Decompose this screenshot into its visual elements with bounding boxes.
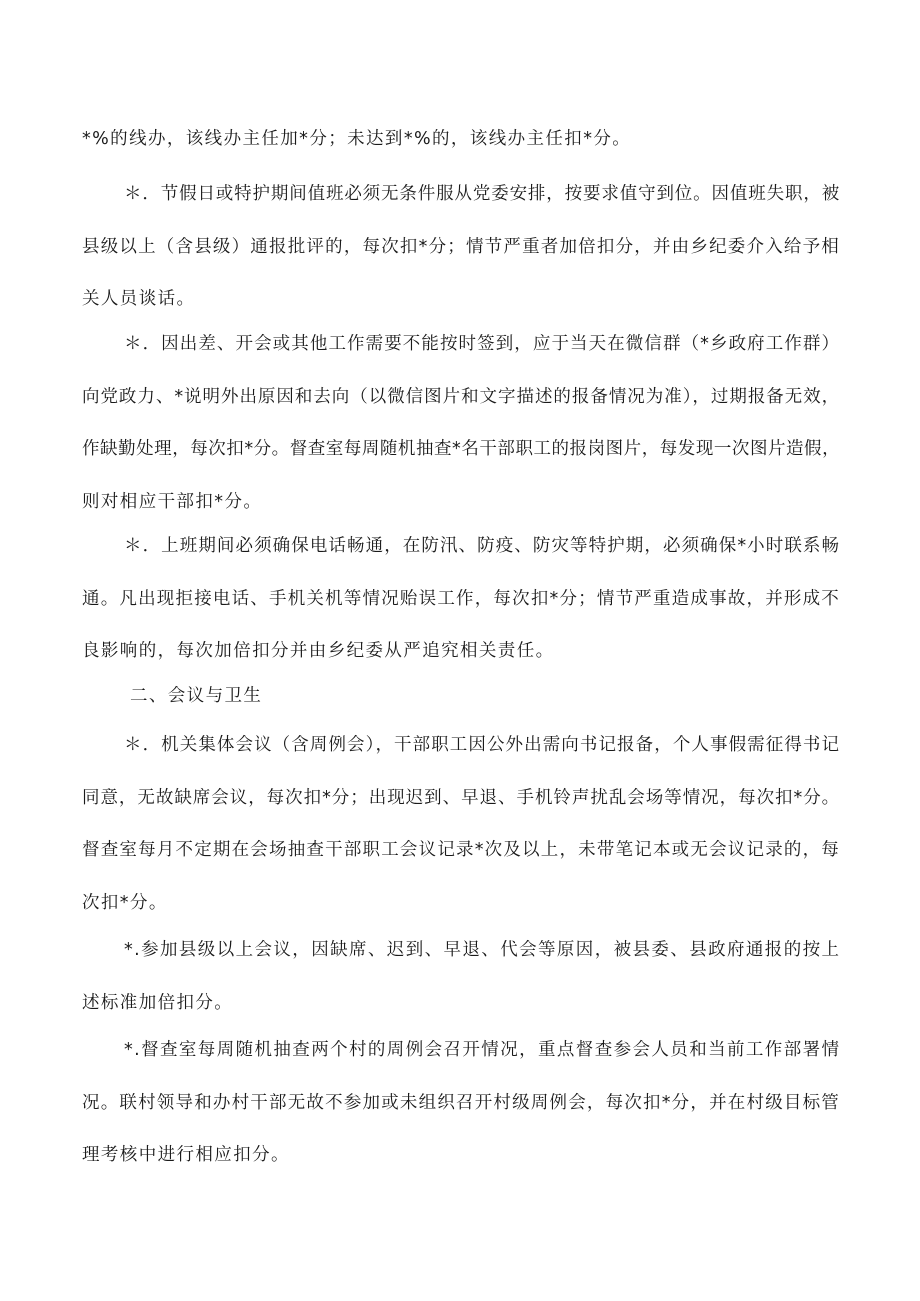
paragraph-county-meetings — [82, 924, 840, 1029]
text-line: 向党政力、*说明外出原因和去向（以微信图片和文字描述的报备情况为准），过期报备无效， — [82, 386, 840, 407]
text-line: 同意，无故缺席会议，每次扣*分；出现迟到、早退、手机铃声扰乱会场等情况，每次扣*分。 — [82, 787, 840, 808]
text-line: 作缺勤处理，每次扣*分。督查室每周随机抽查*名干部职工的报岗图片，每发现一次图片造假， — [82, 439, 840, 459]
text-line: 理考核中进行相应扣分。 — [82, 1145, 290, 1165]
text-line: 则对相应干部扣*分。 — [82, 491, 263, 512]
text-line: 良影响的，每次加倍扣分并由乡纪委从严追究相关责任。 — [82, 641, 555, 661]
text-line: ＊．机关集体会议（含周例会），干部职工因公外出需向书记报备，个人事假需征得书记 — [124, 735, 840, 755]
text-line: *.督查室每周随机抽查两个村的周例会召开情况，重点督查参会人员和当前工作部署情 — [124, 1040, 840, 1060]
paragraph-phone-availability — [82, 520, 840, 678]
text-line: 关人员谈话。 — [82, 289, 196, 309]
paragraph-holiday-duty — [82, 168, 840, 326]
text-line: 督查室每月不定期在会场抽查干部职工会议记录*次及以上，未带笔记本或无会议记录的，每 — [82, 840, 840, 860]
text-line: *%的线办，该线办主任加*分；未达到*%的，该线办主任扣*分。 — [82, 129, 632, 149]
text-line: 通。凡出现拒接电话、手机关机等情况贻误工作，每次扣*分；情节严重造成事故，并形成不 — [82, 588, 840, 609]
section-heading: 二、会议与卫生 — [130, 686, 263, 706]
text-line: ＊．上班期间必须确保电话畅通，在防汛、防疫、防灾等特护期，必须确保*小时联系畅 — [124, 536, 840, 556]
text-line: 述标准加倍扣分。 — [82, 992, 234, 1013]
paragraph-meeting-attendance — [82, 719, 840, 929]
text-line: 况。联村领导和办村干部无故不参加或未组织召开村级周例会，每次扣*分，并在村级目标管 — [82, 1092, 840, 1113]
text-line: ＊．节假日或特护期间值班必须无条件服从党委安排，按要求值守到位。因值班失职，被 — [124, 184, 840, 204]
paragraph-village-weekly-meeting — [82, 1024, 840, 1182]
paragraph-line-office-score — [82, 113, 840, 166]
paragraph-check-in-report — [82, 318, 840, 528]
text-line: 县级以上（含县级）通报批评的，每次扣*分；情节严重者加倍扣分，并由乡纪委介入给予相 — [82, 236, 840, 257]
text-line: *.参加县级以上会议，因缺席、迟到、早退、代会等原因，被县委、县政府通报的按上 — [124, 940, 840, 960]
text-line: ＊．因出差、开会或其他工作需要不能按时签到，应于当天在微信群（*乡政府工作群） — [124, 334, 840, 354]
text-line: 次扣*分。 — [82, 892, 168, 913]
